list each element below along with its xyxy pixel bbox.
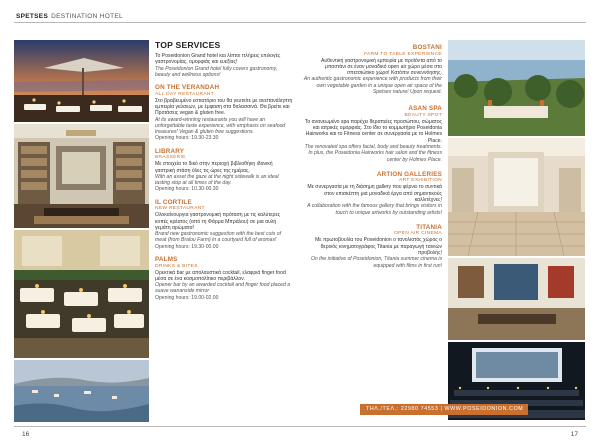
services-title: TOP SERVICES (155, 40, 221, 50)
section-library (155, 148, 293, 193)
section-greek: Με συνεργασία με τη διάσημη gallery που φέρνει το συντικά στον επισκέπτη μια μοναδικά έργα από σημαντικούς καλλιτέχνες! (307, 184, 442, 203)
footer-rule (14, 426, 586, 427)
photo-artion-gallery (448, 258, 585, 340)
section-greek: Με πρωτοβουλία του Poseidonion ο τανολιστός χώρος ο θερινός κινηματογράφος Titania με παραγωγή ταινιών προβολής! (315, 237, 442, 256)
section-hours: Opening hours: 19.30-23.30 (155, 135, 219, 142)
right-text-column (300, 40, 442, 269)
section-greek: Στο βραβευμένο εστιατόριο του θα γευτείτε με ανεπανάληπτη εμπειρία γεύσεων, με έμφαση στα θαλασσινά. Θα βρείτε και Προτάσεις vegan & gluten free. (155, 97, 293, 117)
section-subheading: OPEN AIR CINEMA (394, 231, 442, 237)
section-english: An authentic gastronomic experience with products from their own vegetable garden in a unique open air space of the Spetses nature! Upon request. (303, 76, 442, 95)
section-english: At its award-winning restaurants you will have an unforgettable taste experience, with emphasis on seafood treasures! Vegan & gluten free suggestions. (155, 116, 286, 136)
section-verandah (155, 84, 293, 142)
section-heading: ARTION GALLERIES (376, 170, 442, 178)
header-brand (16, 13, 123, 20)
section-subheading: BEAUTY SPOT (404, 112, 442, 118)
photo-library-interior (14, 124, 149, 228)
brand-name: SPETSES (16, 13, 49, 20)
section-asan-spa (300, 105, 442, 163)
section-subheading: ALL DAY RESTAURANT (155, 91, 215, 97)
section-subheading: NEW RESTAURANT (155, 206, 205, 212)
section-palms (155, 256, 293, 301)
services-intro (155, 53, 293, 78)
section-heading: IL CORTILE (155, 198, 192, 206)
section-subheading: BRASSERIE (155, 155, 186, 161)
intro-english: The Poseidonion Grand hotel fully covers gastronomy, beauty and wellness options! (155, 65, 278, 78)
section-heading: LIBRARY (155, 147, 185, 155)
section-english: A collaboration with the famous gallery that brings visitors in touch to unique artworks by outstanding artists! (307, 203, 442, 216)
section-greek: Αυθεντική γαστρονομική εμπειρία με προϊόντα από το μποστάνι σε έναν μοναδικό open air χώρο μέσα στο σπετσιώτικο χώρο! Κατόπιν συνεννόησης. (320, 57, 442, 77)
photo-verandah-restaurant (14, 40, 149, 122)
page-number-right: 17 (570, 431, 578, 438)
section-heading: PALMS (155, 256, 178, 264)
section-english: With an asset the gaze at the night sidewalk is an ideal tasting stop at all times of the day. (155, 173, 279, 187)
section-greek: Με στοιχεία το δικό στην περιοχή βιβλιοθήκη ιδανική γαστρική στάση όλες τις ώρες της ημέρας. (155, 161, 273, 174)
section-english: The renovated spa offers facial, body and beauty treatments. In plus, the Poseidonia Hairworks hair salon and the fitness center by Holmes Place. (304, 143, 442, 163)
section-english: Opener bar by an awarded cocktail and finger food placed a suave wananside mirror (155, 282, 291, 295)
page-header (0, 0, 600, 26)
section-cortile (155, 199, 293, 250)
section-english: Brand new gastronomic suggestion with the best cuts of meat (from Bralou Farm) in a courtyard full of aromas! (155, 231, 281, 244)
page-footer (0, 426, 600, 443)
section-greek: Ορεκτικά bar με απολαυστικά cocktail, ελαφριά finger food μέσα σε ένα κοσμοπολίτικο περιβάλλον. (155, 269, 286, 282)
section-hours: Opening hours: 19.00-02.00 (155, 294, 219, 301)
page-number-left: 16 (22, 431, 30, 438)
section-greek: Το ανανεωμένο spa παρέχει θεραπείες προσώπου, σώματος και ιατρικές ομορφιάς. Στο ίδιο το κομμωτήριο Poseidonia Hairworks και το Fitness center σε συνεργασία με το Holmes Place. (304, 118, 442, 144)
section-heading: ASAN SPA (408, 105, 442, 113)
section-heading: ON THE VERANDAH (155, 84, 220, 92)
section-hours: Opening hours: 10.30-00.30 (155, 186, 219, 193)
photo-asan-spa (448, 138, 585, 256)
section-titania (300, 224, 442, 269)
section-subheading: FARM TO TABLE EXPERIENCE (363, 51, 442, 57)
intro-greek: Το Poseidonion Grand hotel και λίπτοι πλήρεις επιλογές γαστρονομίας, ομορφιάς και ευεξίας! (155, 53, 281, 66)
section-greek: Ολοκαίνουργια γαστρονομική πρόταση με τις καλύτερες κοπές κρέατος (από τη Φάρμα Μπράλου) σε μια αυλή γεμάτη αρώματα! (155, 212, 281, 231)
left-text-column (155, 40, 293, 301)
section-heading: TITANIA (416, 223, 442, 231)
section-subheading: ART EXHIBITION (399, 178, 442, 184)
photo-bostani-garden (448, 40, 585, 136)
section-subheading: DRINKS & BITES (155, 263, 198, 269)
section-artion-galleries (300, 171, 442, 216)
photo-palms-bay (14, 360, 149, 422)
photo-cortile-courtyard (14, 230, 149, 358)
section-english: On the initiative of Poseidonion, Titania summer cinema is equipped with films in first run! (310, 256, 442, 269)
header-rule (14, 22, 586, 23)
brand-subtitle: DESTINATION HOTEL (51, 13, 123, 20)
section-heading: BOSTANI (412, 44, 442, 51)
section-bostani (300, 44, 442, 95)
contact-bar[interactable]: ΤΗΛ./ΤΕΛ.: 22980 74553 | WWW.POSEIDONION.COM (360, 404, 528, 415)
section-hours: Opening hours: 19.30-00.00 (155, 243, 219, 250)
